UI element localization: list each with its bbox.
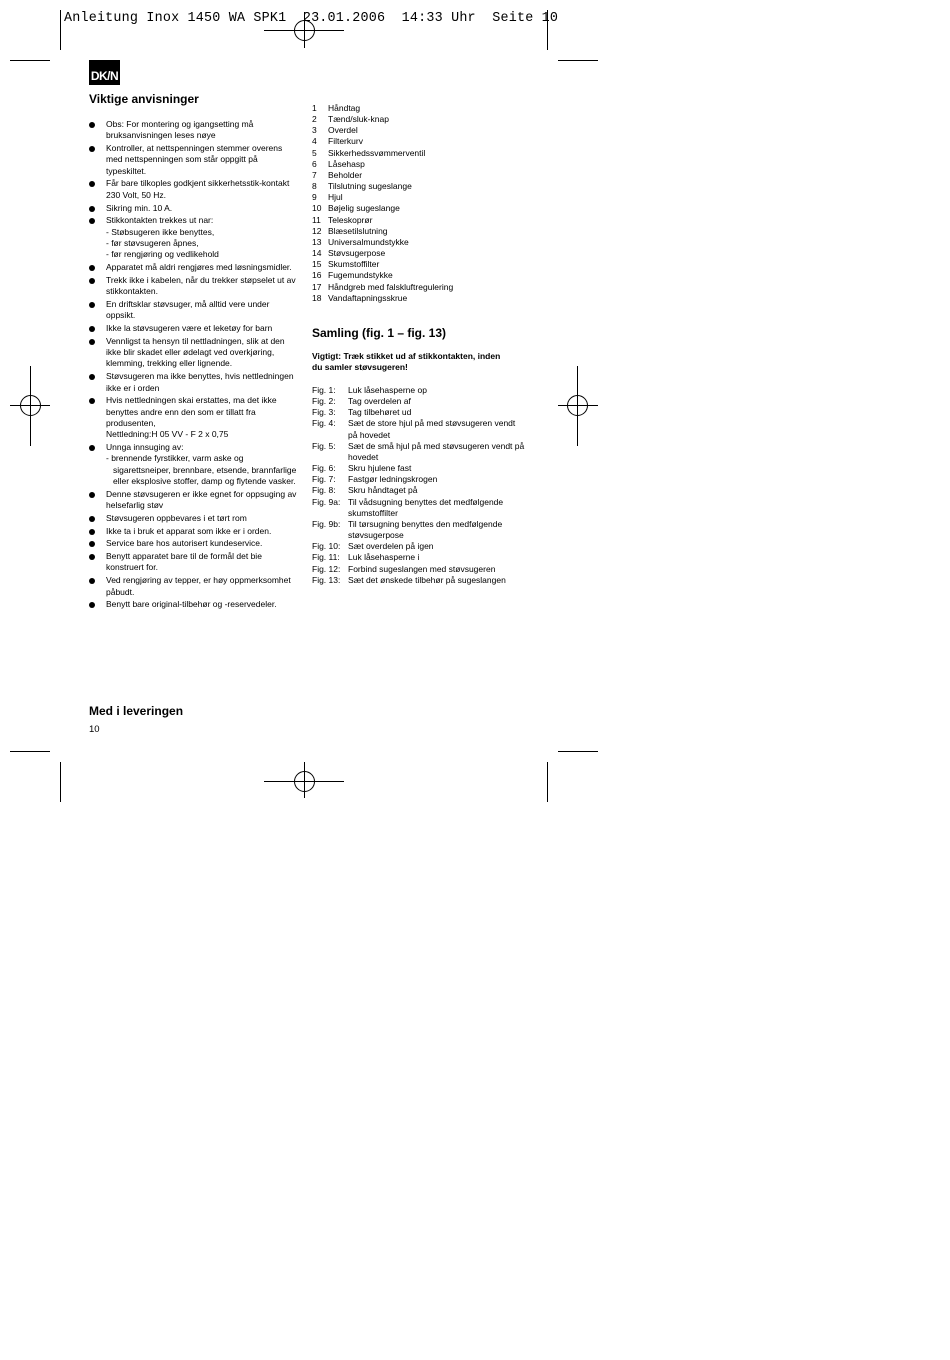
list-subitem: - før rengjøring og vedlikehold [106, 249, 219, 260]
list-item [89, 275, 299, 298]
list-item [89, 119, 299, 142]
part-number: 8 [312, 181, 317, 192]
part-number: 9 [312, 192, 317, 203]
part-label: Tilslutning sugeslange [328, 181, 412, 192]
fig-step [312, 552, 527, 563]
fig-label: Fig. 3: [312, 407, 336, 418]
fig-step [312, 418, 527, 440]
list-item-text: Stikkontakten trekkes ut nar: [106, 215, 214, 226]
list-subitem: - før støvsugeren åpnes, [106, 237, 199, 248]
bullet-icon [89, 492, 95, 498]
fig-label: Fig. 7: [312, 474, 336, 485]
part-label: Håndtag [328, 103, 361, 113]
list-item [89, 526, 299, 537]
fig-step [312, 497, 527, 519]
list-item [89, 395, 299, 440]
fig-label: Fig. 6: [312, 463, 336, 474]
fig-step [312, 541, 527, 552]
list-item-text: Får bare tilkoples godkjent sikkerhetsstik-kontakt 230 Volt, 50 Hz. [106, 178, 290, 200]
bullet-icon [89, 265, 95, 271]
page-number: 10 [89, 724, 100, 735]
part-number: 10 [312, 203, 322, 214]
bullet-icon [89, 218, 95, 224]
part-number: 6 [312, 158, 317, 169]
part-number: 18 [312, 292, 322, 303]
section-title-delivery: Med i leveringen [89, 704, 184, 718]
fig-label: Fig. 8: [312, 485, 336, 496]
list-item-text: Benytt apparatet bare til de formål det bie konstruert for. [106, 551, 262, 573]
list-item-text: Vennligst ta hensyn til nettladningen, slik at den ikke blir skadet eller ødelagt ved overkjøring, klemming, trekking eller lignende. [106, 335, 285, 369]
part-number: 14 [312, 248, 322, 259]
part-row [312, 248, 453, 259]
language-badge: DK/N [89, 60, 120, 85]
part-row [312, 226, 453, 237]
part-label: Håndgreb med falskluftregulering [328, 281, 454, 292]
list-item [89, 323, 299, 334]
fig-instruction: Luk låsehasperne op [348, 385, 427, 395]
list-subitem: - brennende fyrstikker, varm aske og sigarettsneiper, brennbare, etsende, brannfarlige eller eksplosive stoffer, damp og flytende vasker. [106, 453, 297, 486]
bullet-icon [89, 206, 95, 212]
fig-step [312, 396, 527, 407]
bullet-icon [89, 339, 95, 345]
fig-label: Fig. 2: [312, 396, 336, 407]
list-subitem: - Støbsugeren ikke benyttes, [106, 226, 215, 237]
part-label: Teleskoprør [328, 214, 373, 225]
bullet-icon [89, 122, 95, 128]
part-label: Støvsugerpose [328, 248, 386, 259]
list-item-text: Kontroller, at nettspenningen stemmer overens med nettspenningen som står oppgitt på typeskiltet. [106, 143, 283, 176]
part-label: Beholder [328, 169, 363, 180]
part-label: Blæsetilslutning [328, 225, 388, 236]
fig-instruction: Sæt de store hjul på med støvsugeren vendt på hovedet [348, 418, 516, 440]
part-label: Overdel [328, 125, 358, 136]
part-row [312, 203, 453, 214]
fig-label: Fig. 5: [312, 440, 336, 451]
list-item-text: Unnga innsuging av: [106, 442, 184, 453]
fig-instruction: Luk låsehasperne i [348, 552, 420, 563]
part-row [312, 215, 453, 226]
cable-spec: Nettledning:H 05 VV - F 2 x 0,75 [106, 429, 229, 440]
list-item [89, 513, 299, 524]
part-label: Hjul [328, 192, 343, 203]
bullet-icon [89, 374, 95, 380]
part-label: Fugemundstykke [328, 270, 393, 281]
list-item-text: En driftsklar støvsuger, må alltid vere under oppsikt. [106, 298, 270, 321]
part-label: Universalmundstykke [328, 236, 409, 247]
part-row [312, 270, 453, 281]
bullet-icon [89, 516, 95, 522]
list-item [89, 551, 299, 574]
fig-instruction: Til tørsugning benyttes den medfølgende støvsugerpose [348, 518, 503, 541]
part-row [312, 259, 453, 270]
part-row [312, 136, 453, 147]
part-label: Bøjelig sugeslange [328, 203, 400, 214]
list-item-text: Støvsugeren ma ikke benyttes, hvis nettledningen ikke er i orden [106, 371, 294, 393]
part-label: Tænd/sluk-knap [328, 114, 389, 125]
part-row [312, 103, 453, 114]
bullet-icon [89, 445, 95, 451]
list-item [89, 538, 299, 549]
fig-step [312, 441, 527, 463]
list-item [89, 442, 299, 487]
list-item-text: Ikke la støvsugeren være et leketøy for barn [106, 323, 273, 334]
list-item [89, 299, 299, 322]
bullet-icon [89, 578, 95, 584]
part-row [312, 192, 453, 203]
list-item [89, 371, 299, 394]
list-item [89, 215, 299, 260]
list-item-text: Støvsugeren oppbevares i et tørt rom [106, 512, 247, 523]
fig-label: Fig. 12: [312, 563, 341, 574]
part-row [312, 125, 453, 136]
fig-instruction: Sæt overdelen på igen [348, 541, 434, 552]
fig-instruction: Tag overdelen af [348, 396, 411, 407]
part-label: Vandaftapningsskrue [328, 292, 408, 303]
list-item-text: Sikring min. 10 A. [106, 202, 173, 213]
fig-instruction: Sæt det ønskede tilbehør på sugeslangen [348, 574, 506, 585]
fig-instruction: Skru hjulene fast [348, 463, 412, 474]
part-label: Filterkurv [328, 136, 363, 147]
part-number: 15 [312, 259, 322, 270]
part-label: Låsehasp [328, 158, 365, 169]
part-number: 16 [312, 270, 322, 281]
important-note: Vigtigt: Træk stikket ud af stikkontakten, inden du samler støvsugeren! [312, 351, 501, 373]
list-item-text: Trekk ikke i kabelen, når du trekker støpselet ut av stikkontakten. [106, 274, 296, 297]
part-row [312, 237, 453, 248]
bullet-icon [89, 326, 95, 332]
part-number: 2 [312, 114, 317, 125]
part-number: 7 [312, 169, 317, 180]
fig-step [312, 564, 527, 575]
bullet-icon [89, 146, 95, 152]
fig-label: Fig. 10: [312, 541, 341, 552]
figure-steps [312, 385, 527, 586]
part-number: 11 [312, 214, 321, 225]
fig-label: Fig. 9b: [312, 518, 341, 529]
part-row [312, 148, 453, 159]
part-number: 5 [312, 147, 317, 158]
bullet-icon [89, 398, 95, 404]
list-item-text: Service bare hos autorisert kundeservice. [106, 538, 263, 549]
bullet-icon [89, 529, 95, 535]
part-label: Sikkerhedssvømmerventil [328, 147, 426, 158]
bullet-icon [89, 302, 95, 308]
part-row [312, 170, 453, 181]
fig-step [312, 575, 527, 586]
fig-instruction: Skru håndtaget på [348, 485, 418, 496]
bullet-icon [89, 278, 95, 284]
part-row [312, 282, 453, 293]
bullet-icon [89, 602, 95, 608]
list-item [89, 143, 299, 177]
list-item-text: Obs: For montering og igangsetting må bruksanvisningen leses nøye [106, 119, 254, 141]
fig-label: Fig. 4: [312, 418, 336, 429]
bullet-icon [89, 541, 95, 547]
fig-instruction: Forbind sugeslangen med støvsugeren [348, 563, 496, 574]
section-title-important: Viktige anvisninger [89, 92, 199, 106]
fig-step [312, 519, 527, 541]
bullet-icon [89, 181, 95, 187]
section-title-assembly: Samling (fig. 1 – fig. 13) [312, 326, 447, 340]
list-item [89, 178, 299, 201]
part-number: 12 [312, 225, 322, 236]
fig-label: Fig. 13: [312, 574, 341, 585]
parts-list [312, 103, 453, 304]
part-row [312, 181, 453, 192]
fig-step [312, 385, 527, 396]
part-row [312, 114, 453, 125]
fig-step [312, 463, 527, 474]
part-number: 13 [312, 236, 322, 247]
fig-instruction: Sæt de små hjul på med støvsugeren vendt på hovedet [348, 440, 525, 462]
print-header: Anleitung Inox 1450 WA SPK1 23.01.2006 14:33 Uhr Seite 10 [64, 11, 559, 26]
list-item-text: Hvis nettledningen skai erstattes, ma det ikke benyttes andre enn den som er tillatt fra produsenten, [106, 395, 277, 428]
list-item-text: Denne støvsugeren er ikke egnet for oppsuging av helsefarlig støv [106, 488, 297, 510]
list-item-text: Ikke ta i bruk et apparat som ikke er i orden. [106, 525, 272, 536]
fig-instruction: Fastgør ledningskrogen [348, 474, 438, 485]
part-row [312, 293, 453, 304]
part-number: 3 [312, 125, 317, 136]
fig-label: Fig. 1: [312, 385, 336, 395]
bullet-icon [89, 554, 95, 560]
list-item [89, 599, 299, 610]
fig-step [312, 474, 527, 485]
part-number: 1 [312, 103, 317, 113]
list-item-text: Apparatet må aldri rengjøres med løsningsmidler. [106, 262, 292, 273]
safety-list [89, 119, 299, 612]
part-number: 4 [312, 136, 317, 147]
list-item [89, 489, 299, 512]
list-item-text: Benytt bare original-tilbehør og -reservedeler. [106, 599, 277, 610]
fig-instruction: Til vådsugning benyttes det medfølgende skumstoffilter [348, 496, 504, 518]
list-item-text: Ved rengjøring av tepper, er høy oppmerksomhet påbudt. [106, 575, 291, 597]
fig-step [312, 407, 527, 418]
list-item [89, 203, 299, 214]
fig-instruction: Tag tilbehøret ud [348, 407, 412, 418]
list-item [89, 262, 299, 273]
list-item [89, 575, 299, 598]
fig-step [312, 485, 527, 496]
part-row [312, 159, 453, 170]
part-label: Skumstoffilter [328, 259, 380, 270]
fig-label: Fig. 11: [312, 552, 340, 563]
fig-label: Fig. 9a: [312, 496, 341, 507]
part-number: 17 [312, 281, 322, 292]
list-item [89, 336, 299, 370]
